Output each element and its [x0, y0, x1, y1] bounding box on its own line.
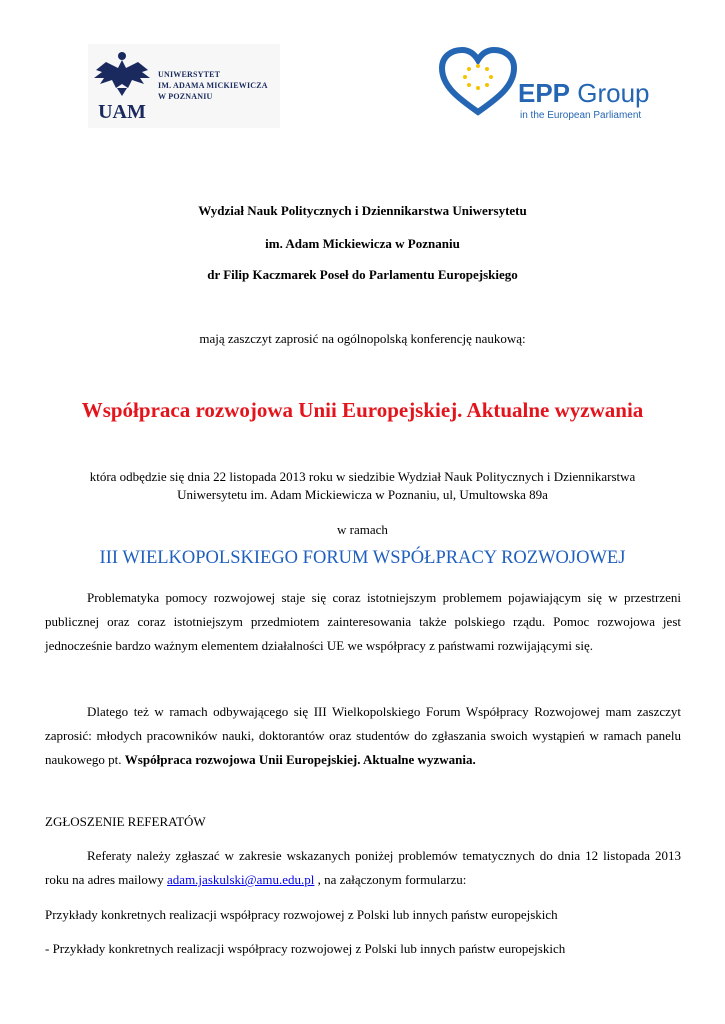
- epp-name-rest: Group: [570, 78, 650, 108]
- header-line3: dr Filip Kaczmarek Poseł do Parlamentu Europejskiego: [207, 267, 518, 282]
- w-ramach-text: w ramach: [337, 522, 388, 537]
- eagle-emblem-icon: [92, 48, 152, 124]
- epp-name-bold: EPP: [518, 78, 571, 108]
- paragraph-2: [45, 700, 681, 772]
- uam-name-line1: UNIWERSYTET: [158, 70, 221, 79]
- header-line2: im. Adam Mickiewicza w Poznaniu: [265, 236, 460, 251]
- forum-title: III WIELKOPOLSKIEGO FORUM WSPÓŁPRACY ROZWOJOWEJ: [99, 548, 626, 568]
- invitation-text: mają zaszczyt zaprosić na ogólnopolską konferencję naukową:: [199, 331, 526, 346]
- email-link[interactable]: adam.jaskulski@amu.edu.pl: [167, 872, 315, 887]
- heart-stars-icon: [438, 46, 518, 118]
- uam-mark-text: UAM: [98, 101, 146, 123]
- paragraph-3: [45, 844, 681, 892]
- paragraph-3-text: Referaty należy zgłaszać w zakresie wskazanych poniżej problemów tematycznych do dnia 12 listopada 2013 roku na adres mailowy: [45, 848, 681, 887]
- uam-logo: [88, 44, 280, 128]
- venue-line1: która odbędzie się dnia 22 listopada 2013 roku w siedzibie Wydział Nauk Politycznych i Dziennikarstwa: [89, 469, 636, 484]
- header-line1: Wydział Nauk Politycznych i Dziennikarstwa Uniwersytetu: [198, 203, 527, 218]
- paragraph-1: [45, 586, 681, 658]
- paragraph-2-bold-title: Współpraca rozwojowa Unii Europejskiej. Aktualne wyzwania.: [124, 752, 476, 767]
- epp-subtitle: in the European Parliament: [520, 110, 642, 121]
- section-heading: ZGŁOSZENIE REFERATÓW: [45, 814, 206, 829]
- paragraph-1-text: Problematyka pomocy rozwojowej staje się coraz istotniejszym problemem pojawiającym się w przestrzeni publicznej oraz coraz istotniejszym przedmiotem zainteresowania także polskiego rządu. Pomoc rozwojowa jest jednocześnie bardzo ważnym elementem działalności UE we współpracy z państwami rozwijającymi się.: [45, 590, 681, 653]
- epp-group-logo: [438, 46, 668, 126]
- paragraph-2-text: Dlatego też w ramach odbywającego się III Wielkopolskiego Forum Współpracy Rozwojowej mam zaszczyt zaprosić: młodych pracowników nauki, doktorantów oraz studentów do zgłaszania swoich wystąpień w ramach panelu naukowego pt.: [45, 704, 681, 767]
- topic-item: - Przykłady konkretnych realizacji współpracy rozwojowej z Polski lub innych państw europejskich: [45, 941, 566, 956]
- topic-item: Przykłady konkretnych realizacji współpracy rozwojowej z Polski lub innych państw europejskich: [45, 907, 558, 922]
- conference-title: Współpraca rozwojowa Unii Europejskiej. Aktualne wyzwania: [81, 398, 644, 422]
- epp-group-name: [518, 78, 650, 109]
- venue-line2: Uniwersytetu im. Adam Mickiewicza w Poznaniu, ul, Umultowska 89a: [177, 487, 548, 502]
- uam-name-line2: IM. ADAMA MICKIEWICZA: [158, 81, 268, 90]
- uam-name-line3: W POZNANIU: [158, 92, 213, 101]
- paragraph-3-after: , na załączonym formularzu:: [314, 872, 467, 887]
